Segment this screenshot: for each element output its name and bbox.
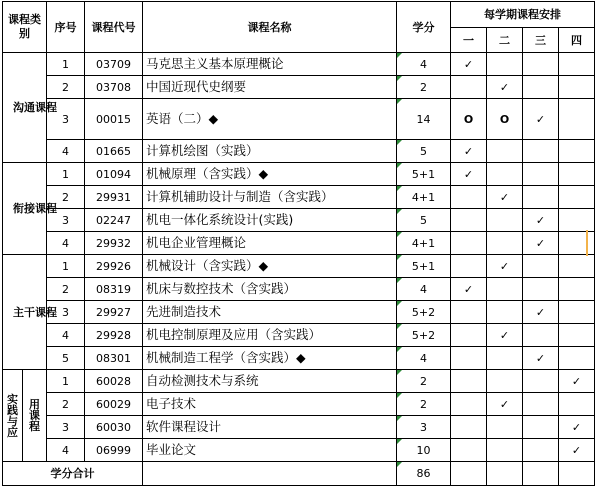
semester-cell	[523, 186, 559, 209]
total-credit: 86	[397, 462, 451, 486]
row-credit: 5	[397, 209, 451, 232]
row-seq: 1	[47, 163, 85, 186]
course-schedule-table	[2, 1, 595, 486]
row-code: 29927	[85, 301, 143, 324]
row-course-name: 英语（二）◆	[143, 99, 397, 140]
table-row	[3, 140, 595, 163]
row-course-name: 机电控制原理及应用（含实践）	[143, 324, 397, 347]
check-mark-icon: ✓	[451, 140, 487, 163]
row-seq: 3	[47, 209, 85, 232]
table-row	[3, 232, 595, 255]
check-mark-icon: ✓	[487, 186, 523, 209]
row-seq: 1	[47, 370, 85, 393]
table-row	[3, 209, 595, 232]
semester-cell	[559, 232, 595, 255]
header-code: 课程代号	[85, 2, 143, 53]
row-course-name: 机械设计（含实践）◆	[143, 255, 397, 278]
semester-cell	[451, 301, 487, 324]
circle-mark-icon: O	[487, 99, 523, 140]
category-core: 主干课程	[3, 255, 47, 370]
semester-cell	[451, 439, 487, 462]
semester-cell	[559, 140, 595, 163]
row-seq: 3	[47, 99, 85, 140]
semester-cell	[523, 439, 559, 462]
row-seq: 2	[47, 76, 85, 99]
row-credit: 4+1	[397, 186, 451, 209]
semester-cell	[451, 255, 487, 278]
semester-cell	[559, 99, 595, 140]
check-mark-icon: ✓	[487, 393, 523, 416]
row-credit: 2	[397, 76, 451, 99]
semester-cell	[523, 140, 559, 163]
row-course-name: 计算机辅助设计与制造（含实践）	[143, 186, 397, 209]
row-credit: 10	[397, 439, 451, 462]
table-row	[3, 255, 595, 278]
category-communication: 沟通课程	[3, 53, 47, 163]
total-label: 学分合计	[3, 462, 143, 486]
header-schedule: 每学期课程安排	[451, 2, 595, 28]
semester-cell	[487, 209, 523, 232]
header-semester-4: 四	[559, 28, 595, 53]
category-practical-part-b: 用课程	[23, 370, 47, 462]
row-code: 29928	[85, 324, 143, 347]
semester-cell	[559, 301, 595, 324]
semester-cell	[451, 347, 487, 370]
row-seq: 1	[47, 53, 85, 76]
check-mark-icon: ✓	[523, 301, 559, 324]
check-mark-icon: ✓	[559, 439, 595, 462]
row-course-name: 软件课程设计	[143, 416, 397, 439]
semester-cell	[451, 393, 487, 416]
row-seq: 3	[47, 416, 85, 439]
row-code: 01665	[85, 140, 143, 163]
row-credit: 2	[397, 393, 451, 416]
row-code: 08301	[85, 347, 143, 370]
semester-cell	[487, 53, 523, 76]
semester-cell	[523, 76, 559, 99]
semester-cell	[559, 278, 595, 301]
semester-cell	[451, 209, 487, 232]
row-course-name: 机电企业管理概论	[143, 232, 397, 255]
check-mark-icon: ✓	[487, 324, 523, 347]
table-row	[3, 99, 595, 140]
category-bridging: 衔接课程	[3, 163, 47, 255]
row-seq: 1	[47, 255, 85, 278]
row-credit: 4	[397, 53, 451, 76]
semester-cell	[487, 163, 523, 186]
row-credit: 5+1	[397, 255, 451, 278]
semester-cell	[451, 232, 487, 255]
row-seq: 2	[47, 393, 85, 416]
semester-cell	[487, 140, 523, 163]
semester-cell	[523, 278, 559, 301]
category-practical-part-a: 实践与应	[3, 370, 23, 462]
row-credit: 5+1	[397, 163, 451, 186]
semester-cell	[451, 416, 487, 439]
semester-cell	[523, 53, 559, 76]
semester-cell	[559, 324, 595, 347]
table-row	[3, 278, 595, 301]
row-credit: 2	[397, 370, 451, 393]
semester-cell	[523, 416, 559, 439]
semester-cell	[487, 278, 523, 301]
semester-cell	[523, 255, 559, 278]
check-mark-icon: ✓	[451, 278, 487, 301]
semester-cell	[523, 370, 559, 393]
check-mark-icon: ✓	[451, 53, 487, 76]
check-mark-icon: ✓	[451, 163, 487, 186]
row-seq: 4	[47, 232, 85, 255]
semester-cell	[523, 462, 559, 486]
row-seq: 5	[47, 347, 85, 370]
total-empty-name	[143, 462, 397, 486]
row-credit: 5+2	[397, 301, 451, 324]
row-code: 29926	[85, 255, 143, 278]
circle-mark-icon: O	[451, 99, 487, 140]
header-category: 课程类别	[3, 2, 47, 53]
row-course-name: 中国近现代史纲要	[143, 76, 397, 99]
row-course-name: 机械原理（含实践）◆	[143, 163, 397, 186]
row-code: 00015	[85, 99, 143, 140]
semester-cell	[559, 393, 595, 416]
table-row	[3, 163, 595, 186]
table-row	[3, 324, 595, 347]
row-credit: 4	[397, 278, 451, 301]
semester-cell	[487, 439, 523, 462]
row-code: 02247	[85, 209, 143, 232]
check-mark-icon: ✓	[523, 232, 559, 255]
row-code: 29931	[85, 186, 143, 209]
table-row	[3, 370, 595, 393]
check-mark-icon: ✓	[487, 76, 523, 99]
row-code: 01094	[85, 163, 143, 186]
semester-cell	[559, 255, 595, 278]
table-row	[3, 53, 595, 76]
semester-cell	[559, 76, 595, 99]
header-credit: 学分	[397, 2, 451, 53]
table-row	[3, 439, 595, 462]
total-row	[3, 462, 595, 486]
semester-cell	[523, 393, 559, 416]
row-seq: 4	[47, 140, 85, 163]
table-row	[3, 301, 595, 324]
row-credit: 4+1	[397, 232, 451, 255]
row-code: 29932	[85, 232, 143, 255]
row-course-name: 机床与数控技术（含实践）	[143, 278, 397, 301]
semester-cell	[523, 324, 559, 347]
row-code: 60028	[85, 370, 143, 393]
table-row	[3, 186, 595, 209]
semester-cell	[487, 347, 523, 370]
row-seq: 4	[47, 324, 85, 347]
semester-cell	[487, 370, 523, 393]
row-course-name: 先进制造技术	[143, 301, 397, 324]
row-credit: 3	[397, 416, 451, 439]
check-mark-icon: ✓	[523, 99, 559, 140]
table-row	[3, 416, 595, 439]
semester-cell	[559, 462, 595, 486]
row-course-name: 机械制造工程学（含实践）◆	[143, 347, 397, 370]
row-code: 08319	[85, 278, 143, 301]
semester-cell	[451, 462, 487, 486]
header-semester-1: 一	[451, 28, 487, 53]
row-course-name: 机电一体化系统设计(实践)	[143, 209, 397, 232]
check-mark-icon: ✓	[487, 255, 523, 278]
row-course-name: 电子技术	[143, 393, 397, 416]
row-seq: 3	[47, 301, 85, 324]
row-credit: 14	[397, 99, 451, 140]
row-credit: 4	[397, 347, 451, 370]
semester-cell	[487, 416, 523, 439]
table-row	[3, 347, 595, 370]
table-row	[3, 76, 595, 99]
semester-cell	[451, 76, 487, 99]
row-code: 60030	[85, 416, 143, 439]
row-course-name: 自动检测技术与系统	[143, 370, 397, 393]
check-mark-icon: ✓	[559, 370, 595, 393]
semester-cell	[451, 186, 487, 209]
semester-cell	[559, 163, 595, 186]
row-code: 60029	[85, 393, 143, 416]
row-code: 03709	[85, 53, 143, 76]
semester-cell	[451, 324, 487, 347]
semester-cell	[559, 209, 595, 232]
semester-cell	[487, 232, 523, 255]
row-course-name: 毕业论文	[143, 439, 397, 462]
row-code: 03708	[85, 76, 143, 99]
semester-cell	[523, 163, 559, 186]
semester-cell	[559, 53, 595, 76]
semester-cell	[451, 370, 487, 393]
check-mark-icon: ✓	[523, 209, 559, 232]
header-semester-2: 二	[487, 28, 523, 53]
semester-cell	[559, 347, 595, 370]
semester-cell	[487, 462, 523, 486]
row-seq: 2	[47, 186, 85, 209]
header-name: 课程名称	[143, 2, 397, 53]
semester-cell	[487, 301, 523, 324]
row-seq: 4	[47, 439, 85, 462]
row-seq: 2	[47, 278, 85, 301]
row-code: 06999	[85, 439, 143, 462]
side-marker-1	[586, 230, 588, 256]
table-row	[3, 393, 595, 416]
row-course-name: 计算机绘图（实践）	[143, 140, 397, 163]
check-mark-icon: ✓	[559, 416, 595, 439]
header-semester-3: 三	[523, 28, 559, 53]
check-mark-icon: ✓	[523, 347, 559, 370]
header-seq: 序号	[47, 2, 85, 53]
row-course-name: 马克思主义基本原理概论	[143, 53, 397, 76]
semester-cell	[559, 186, 595, 209]
row-credit: 5	[397, 140, 451, 163]
row-credit: 5+2	[397, 324, 451, 347]
